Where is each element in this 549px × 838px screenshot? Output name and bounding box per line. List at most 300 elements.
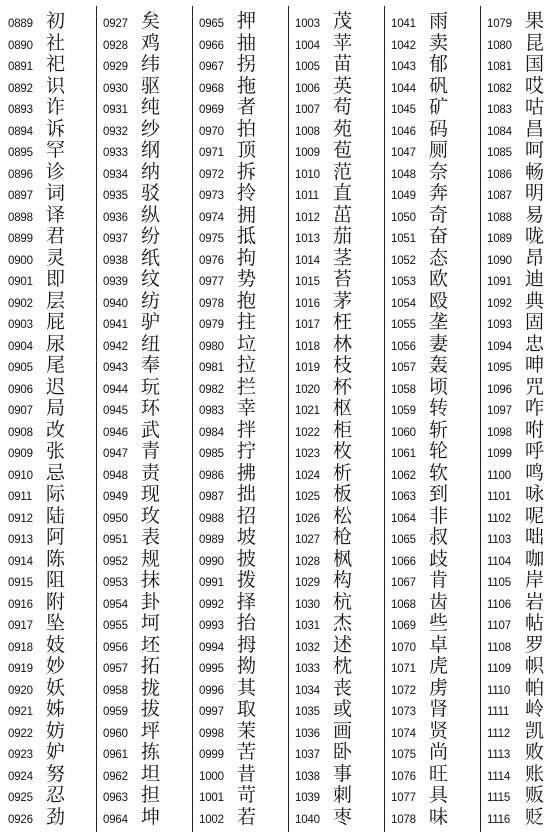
character-entry xyxy=(487,417,549,440)
entry-number: 1069 xyxy=(391,620,416,632)
entry-number: 1056 xyxy=(391,340,416,353)
entry-character: 咄 xyxy=(525,526,545,548)
entry-character: 局 xyxy=(46,397,66,419)
entry-number: 1021 xyxy=(295,405,320,417)
entry-character: 社 xyxy=(46,31,66,54)
character-entry xyxy=(103,395,191,418)
entry-character: 抵 xyxy=(237,225,257,247)
character-entry xyxy=(199,782,287,805)
character-entry xyxy=(103,309,191,332)
entry-character: 奉 xyxy=(141,354,161,376)
entry-character: 驴 xyxy=(141,311,161,333)
entry-number: 1080 xyxy=(487,39,512,52)
entry-number: 1005 xyxy=(295,61,320,73)
character-entry xyxy=(8,73,96,96)
character-entry xyxy=(8,94,96,117)
entry-number: 0893 xyxy=(8,104,33,116)
entry-number: 1076 xyxy=(391,770,416,783)
entry-number: 0946 xyxy=(103,426,128,439)
character-entry xyxy=(487,739,549,762)
entry-character: 纸 xyxy=(141,246,161,269)
character-column xyxy=(199,10,287,830)
entry-number: 1001 xyxy=(199,792,224,804)
entry-number: 1059 xyxy=(391,405,416,417)
entry-number: 1098 xyxy=(487,426,512,439)
entry-number: 1068 xyxy=(391,598,416,611)
entry-character: 贬 xyxy=(525,805,545,828)
character-entry xyxy=(103,546,191,569)
entry-number: 0961 xyxy=(103,749,128,761)
character-entry xyxy=(295,481,383,504)
character-entry xyxy=(391,288,479,311)
entry-character: 纺 xyxy=(141,289,161,312)
character-entry xyxy=(199,804,287,827)
entry-number: 0996 xyxy=(199,684,224,697)
column-divider xyxy=(480,6,481,832)
character-entry xyxy=(103,266,191,289)
entry-number: 1011 xyxy=(295,190,319,202)
character-entry xyxy=(103,159,191,182)
entry-number: 0901 xyxy=(8,276,33,288)
entry-number: 1082 xyxy=(487,82,512,95)
entry-number: 0984 xyxy=(199,426,224,439)
character-entry xyxy=(391,804,479,827)
entry-character: 奋 xyxy=(429,225,449,247)
character-entry xyxy=(391,30,479,53)
character-entry xyxy=(487,51,549,74)
character-entry xyxy=(295,352,383,375)
character-entry xyxy=(103,761,191,784)
entry-character: 茎 xyxy=(333,246,353,269)
entry-number: 0898 xyxy=(8,211,33,224)
entry-number: 0929 xyxy=(103,61,128,73)
entry-character: 拄 xyxy=(237,311,257,333)
character-entry xyxy=(103,610,191,633)
character-entry xyxy=(103,51,191,74)
entry-character: 哎 xyxy=(525,74,545,97)
character-entry xyxy=(199,417,287,440)
entry-character: 板 xyxy=(333,483,353,505)
entry-character: 具 xyxy=(429,784,449,806)
entry-character: 迪 xyxy=(525,268,545,290)
entry-character: 纽 xyxy=(141,332,161,355)
entry-number: 1000 xyxy=(199,770,224,783)
entry-number: 1010 xyxy=(295,168,320,181)
character-entry xyxy=(8,417,96,440)
character-entry xyxy=(199,696,287,719)
character-entry xyxy=(199,460,287,483)
entry-number: 0975 xyxy=(199,233,224,245)
entry-number: 1020 xyxy=(295,383,320,396)
entry-number: 1096 xyxy=(487,383,512,396)
entry-number: 1043 xyxy=(391,61,416,73)
entry-character: 呼 xyxy=(525,440,545,462)
entry-character: 轮 xyxy=(429,440,449,462)
character-entry xyxy=(391,8,479,31)
entry-number: 1114 xyxy=(487,770,511,783)
character-entry xyxy=(103,8,191,31)
entry-number: 0917 xyxy=(8,620,33,632)
character-entry xyxy=(103,116,191,139)
entry-character: 非 xyxy=(429,504,449,527)
entry-character: 译 xyxy=(46,203,66,226)
character-entry xyxy=(103,481,191,504)
entry-character: 驳 xyxy=(141,182,161,204)
entry-character: 现 xyxy=(141,483,161,505)
entry-number: 0973 xyxy=(199,190,224,202)
entry-number: 0900 xyxy=(8,254,33,267)
entry-character: 忍 xyxy=(46,784,66,806)
character-entry xyxy=(391,696,479,719)
entry-character: 若 xyxy=(237,805,257,828)
character-entry xyxy=(199,266,287,289)
character-entry xyxy=(487,374,549,397)
entry-number: 1099 xyxy=(487,448,512,460)
entry-character: 坷 xyxy=(141,612,161,634)
entry-number: 0928 xyxy=(103,39,128,52)
entry-character: 苗 xyxy=(333,53,353,75)
entry-character: 祀 xyxy=(46,53,66,75)
entry-number: 1065 xyxy=(391,534,416,546)
entry-number: 1014 xyxy=(295,254,320,267)
entry-number: 0976 xyxy=(199,254,224,267)
entry-number: 0897 xyxy=(8,190,33,202)
character-entry xyxy=(487,180,549,203)
entry-character: 拂 xyxy=(237,461,257,484)
entry-number: 0968 xyxy=(199,82,224,95)
character-entry xyxy=(8,245,96,268)
entry-character: 忌 xyxy=(46,461,66,484)
entry-number: 1027 xyxy=(295,534,320,546)
entry-character: 拘 xyxy=(237,246,257,269)
character-entry xyxy=(391,331,479,354)
entry-number: 0924 xyxy=(8,770,33,783)
entry-character: 改 xyxy=(46,418,66,441)
entry-number: 1086 xyxy=(487,168,512,181)
character-entry xyxy=(199,675,287,698)
entry-character: 担 xyxy=(141,784,161,806)
character-entry xyxy=(487,718,549,741)
entry-number: 1051 xyxy=(391,233,416,245)
character-entry xyxy=(391,94,479,117)
entry-character: 或 xyxy=(333,698,353,720)
character-entry xyxy=(103,524,191,547)
character-entry xyxy=(103,223,191,246)
entry-number: 0943 xyxy=(103,362,128,374)
entry-number: 0944 xyxy=(103,383,128,396)
character-entry xyxy=(295,309,383,332)
character-entry xyxy=(391,137,479,160)
entry-number: 1045 xyxy=(391,104,416,116)
entry-number: 1017 xyxy=(295,319,320,331)
character-entry xyxy=(8,567,96,590)
character-entry xyxy=(487,266,549,289)
entry-character: 昂 xyxy=(525,246,545,269)
entry-number: 0891 xyxy=(8,61,33,73)
character-entry xyxy=(103,567,191,590)
character-entry xyxy=(487,524,549,547)
character-entry xyxy=(8,331,96,354)
entry-character: 杰 xyxy=(333,612,353,634)
entry-character: 武 xyxy=(141,418,161,441)
entry-number: 1040 xyxy=(295,813,320,826)
entry-character: 苞 xyxy=(333,139,353,161)
entry-number: 1101 xyxy=(487,491,511,503)
character-entry xyxy=(295,180,383,203)
entry-number: 0925 xyxy=(8,792,33,804)
entry-number: 0979 xyxy=(199,319,224,331)
character-entry xyxy=(199,610,287,633)
entry-character: 岭 xyxy=(525,698,545,720)
entry-character: 国 xyxy=(525,53,545,75)
entry-character: 厕 xyxy=(429,139,449,161)
entry-character: 纬 xyxy=(141,53,161,75)
character-entry xyxy=(8,223,96,246)
character-entry xyxy=(8,180,96,203)
entry-character: 拧 xyxy=(237,440,257,462)
entry-number: 0932 xyxy=(103,125,128,138)
entry-character: 茅 xyxy=(333,289,353,312)
entry-number: 0890 xyxy=(8,39,33,52)
entry-number: 0906 xyxy=(8,383,33,396)
character-entry xyxy=(391,266,479,289)
entry-number: 1044 xyxy=(391,82,416,95)
entry-character: 肯 xyxy=(429,569,449,591)
entry-number: 1112 xyxy=(487,727,511,740)
entry-character: 苟 xyxy=(333,96,353,118)
character-entry xyxy=(295,546,383,569)
character-entry xyxy=(487,309,549,332)
entry-number: 1104 xyxy=(487,555,511,568)
entry-number: 1075 xyxy=(391,749,416,761)
character-entry xyxy=(391,51,479,74)
character-entry xyxy=(391,546,479,569)
entry-number: 1116 xyxy=(487,813,511,826)
entry-character: 直 xyxy=(333,182,353,204)
entry-number: 0971 xyxy=(199,147,224,159)
entry-number: 1046 xyxy=(391,125,416,138)
character-entry xyxy=(391,503,479,526)
entry-character: 阿 xyxy=(46,526,66,548)
character-entry xyxy=(103,675,191,698)
character-entry xyxy=(199,309,287,332)
entry-number: 1012 xyxy=(295,211,320,224)
entry-number: 0981 xyxy=(199,362,224,374)
entry-character: 拎 xyxy=(237,182,257,204)
entry-number: 1047 xyxy=(391,147,416,159)
entry-character: 拍 xyxy=(237,117,257,140)
entry-number: 1029 xyxy=(295,577,320,589)
character-entry xyxy=(295,331,383,354)
entry-character: 劲 xyxy=(46,805,66,828)
character-entry xyxy=(8,524,96,547)
entry-character: 招 xyxy=(237,504,257,527)
entry-character: 纱 xyxy=(141,117,161,140)
entry-character: 抽 xyxy=(237,31,257,54)
entry-character: 枢 xyxy=(333,397,353,419)
entry-character: 呢 xyxy=(525,504,545,527)
character-entry xyxy=(391,739,479,762)
entry-character: 枚 xyxy=(333,440,353,462)
entry-number: 0936 xyxy=(103,211,128,224)
entry-number: 1063 xyxy=(391,491,416,503)
character-entry xyxy=(295,137,383,160)
entry-character: 拆 xyxy=(237,160,257,183)
character-entry xyxy=(199,245,287,268)
character-entry xyxy=(391,653,479,676)
entry-character: 茉 xyxy=(237,719,257,742)
entry-character: 杭 xyxy=(333,590,353,613)
entry-number: 0899 xyxy=(8,233,33,245)
character-entry xyxy=(391,675,479,698)
character-entry xyxy=(391,417,479,440)
character-entry xyxy=(199,718,287,741)
entry-number: 1083 xyxy=(487,104,512,116)
entry-character: 坪 xyxy=(141,719,161,742)
character-entry xyxy=(487,610,549,633)
entry-number: 1074 xyxy=(391,727,416,740)
character-entry xyxy=(199,438,287,461)
character-entry xyxy=(8,30,96,53)
character-entry xyxy=(391,524,479,547)
entry-character: 迟 xyxy=(46,375,66,398)
character-entry xyxy=(295,524,383,547)
entry-character: 垃 xyxy=(237,332,257,355)
character-entry xyxy=(8,202,96,225)
entry-number: 1097 xyxy=(487,405,512,417)
character-entry xyxy=(487,352,549,375)
character-entry xyxy=(103,331,191,354)
entry-number: 1073 xyxy=(391,706,416,718)
character-entry xyxy=(199,352,287,375)
character-entry xyxy=(295,696,383,719)
entry-character: 虎 xyxy=(429,655,449,677)
entry-character: 抱 xyxy=(237,289,257,312)
character-entry xyxy=(391,782,479,805)
character-entry xyxy=(295,503,383,526)
entry-character: 诊 xyxy=(46,160,66,183)
entry-character: 帖 xyxy=(525,612,545,634)
entry-character: 昔 xyxy=(237,762,257,785)
character-entry xyxy=(487,567,549,590)
entry-character: 拣 xyxy=(141,741,161,763)
character-entry xyxy=(487,546,549,569)
character-entry xyxy=(199,223,287,246)
character-entry xyxy=(295,8,383,31)
entry-character: 顶 xyxy=(237,139,257,161)
entry-character: 咏 xyxy=(525,483,545,505)
character-entry xyxy=(199,761,287,784)
character-entry xyxy=(103,696,191,719)
entry-character: 苑 xyxy=(333,117,353,140)
entry-character: 咋 xyxy=(525,397,545,419)
entry-character: 卧 xyxy=(333,741,353,763)
entry-character: 轰 xyxy=(429,354,449,376)
entry-number: 1037 xyxy=(295,749,320,761)
entry-character: 态 xyxy=(429,246,449,269)
entry-character: 败 xyxy=(525,741,545,763)
character-column xyxy=(487,10,549,830)
character-entry xyxy=(295,761,383,784)
character-entry xyxy=(199,481,287,504)
character-entry xyxy=(295,782,383,805)
entry-number: 0914 xyxy=(8,555,33,568)
character-entry xyxy=(295,632,383,655)
entry-number: 1041 xyxy=(391,18,416,30)
entry-character: 拐 xyxy=(237,53,257,75)
entry-character: 刺 xyxy=(333,784,353,806)
entry-number: 0956 xyxy=(103,641,128,654)
character-entry xyxy=(103,417,191,440)
entry-character: 诈 xyxy=(46,96,66,118)
character-entry xyxy=(295,739,383,762)
entry-character: 拗 xyxy=(237,655,257,677)
entry-character: 岸 xyxy=(525,569,545,591)
character-entry xyxy=(199,524,287,547)
entry-character: 咐 xyxy=(525,418,545,441)
entry-character: 述 xyxy=(333,633,353,656)
character-entry xyxy=(8,632,96,655)
entry-character: 拓 xyxy=(141,655,161,677)
character-entry xyxy=(295,653,383,676)
character-entry xyxy=(487,653,549,676)
character-entry xyxy=(8,610,96,633)
entry-number: 0895 xyxy=(8,147,33,159)
entry-character: 坠 xyxy=(46,612,66,634)
entry-character: 柜 xyxy=(333,418,353,441)
entry-number: 1050 xyxy=(391,211,416,224)
character-entry xyxy=(487,460,549,483)
entry-character: 杯 xyxy=(333,375,353,398)
entry-character: 析 xyxy=(333,461,353,484)
entry-number: 1016 xyxy=(295,297,320,310)
entry-number: 0969 xyxy=(199,104,224,116)
entry-character: 帕 xyxy=(525,676,545,699)
entry-number: 0998 xyxy=(199,727,224,740)
character-entry xyxy=(391,589,479,612)
entry-character: 玫 xyxy=(141,504,161,527)
character-entry xyxy=(295,73,383,96)
entry-number: 0889 xyxy=(8,18,33,30)
entry-number: 0918 xyxy=(8,641,33,654)
entry-number: 0947 xyxy=(103,448,128,460)
entry-character: 表 xyxy=(141,526,161,548)
character-entry xyxy=(391,180,479,203)
character-entry xyxy=(487,761,549,784)
character-entry xyxy=(8,589,96,612)
entry-number: 1057 xyxy=(391,362,416,374)
entry-character: 码 xyxy=(429,117,449,140)
character-entry xyxy=(199,546,287,569)
character-entry xyxy=(487,30,549,53)
character-entry xyxy=(487,73,549,96)
entry-number: 1030 xyxy=(295,598,320,611)
entry-number: 0958 xyxy=(103,684,128,697)
entry-number: 0939 xyxy=(103,276,128,288)
entry-character: 画 xyxy=(333,719,353,742)
entry-character: 咙 xyxy=(525,225,545,247)
entry-number: 0941 xyxy=(103,319,128,331)
entry-number: 1072 xyxy=(391,684,416,697)
entry-character: 奇 xyxy=(429,203,449,226)
entry-number: 1088 xyxy=(487,211,512,224)
character-entry xyxy=(487,438,549,461)
character-entry xyxy=(199,653,287,676)
entry-number: 0894 xyxy=(8,125,33,138)
entry-character: 择 xyxy=(237,590,257,613)
entry-character: 范 xyxy=(333,160,353,183)
entry-character: 顷 xyxy=(429,375,449,398)
